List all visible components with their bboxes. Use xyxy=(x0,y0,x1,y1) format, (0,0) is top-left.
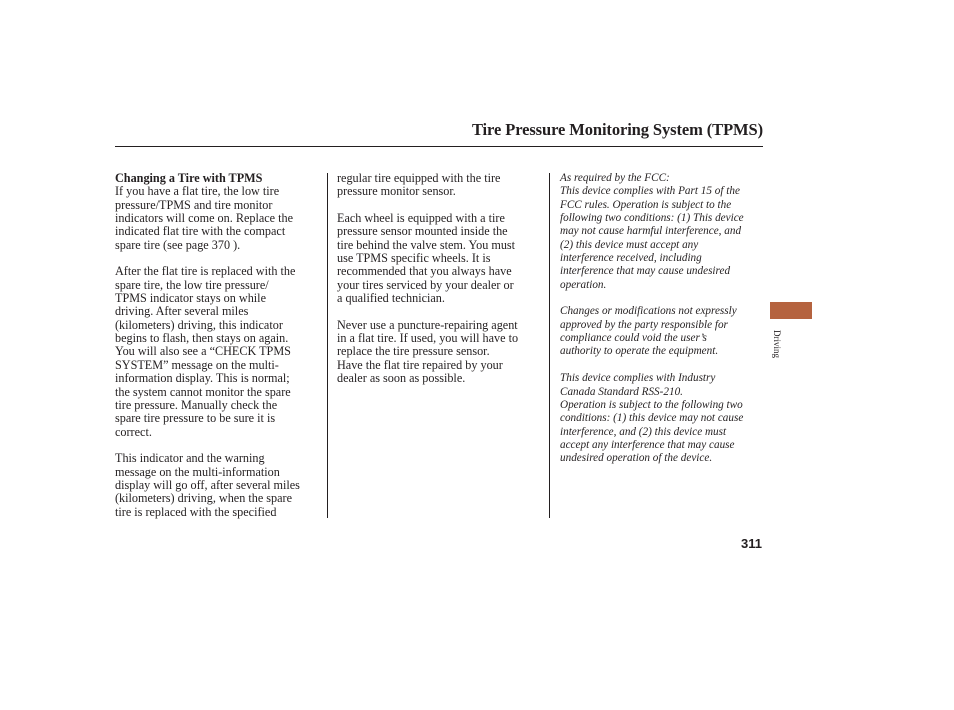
column-3-fcc-notice xyxy=(560,172,765,479)
column-divider xyxy=(327,173,328,518)
text-line: (kilometers) driving, this indicator xyxy=(115,317,283,332)
paragraph xyxy=(337,172,545,199)
column-divider xyxy=(549,173,550,518)
page-title: Tire Pressure Monitoring System (TPMS) xyxy=(471,120,763,139)
text-line: approved by the party responsible for xyxy=(560,318,728,331)
text-line: your tires serviced by your dealer or xyxy=(337,277,514,292)
paragraph xyxy=(337,212,545,305)
paragraph xyxy=(337,319,545,386)
text-line: tire is replaced with the specified xyxy=(115,504,277,519)
text-line: begins to flash, then stays on again. xyxy=(115,331,289,346)
text-line: spare tire pressure to be sure it is xyxy=(115,411,276,426)
text-line: You will also see a “CHECK TPMS xyxy=(115,344,291,359)
text-line: in a flat tire. If used, you will have to xyxy=(337,331,519,346)
text-line: message on the multi-information xyxy=(115,464,280,479)
column-1 xyxy=(115,172,323,532)
section-tab xyxy=(770,302,812,319)
text-line: Never use a puncture-repairing agent xyxy=(337,317,518,332)
text-line: Canada Standard RSS-210. xyxy=(560,385,683,398)
text-line: correct. xyxy=(115,424,152,439)
text-line: Have the flat tire repaired by your xyxy=(337,357,503,372)
text-line: Changes or modifications not expressly xyxy=(560,305,737,318)
text-line: spare tire, the low tire pressure/ xyxy=(115,277,269,292)
text-line: (kilometers) driving, when the spare xyxy=(115,491,293,506)
text-line: pressure sensor mounted inside the xyxy=(337,224,508,239)
text-line: This device complies with Part 15 of the xyxy=(560,185,740,198)
text-line: interference that may cause undesired xyxy=(560,265,731,278)
text-line: indicators will come on. Replace the xyxy=(115,211,294,226)
text-line: pressure monitor sensor. xyxy=(337,184,456,199)
text-line: After the flat tire is replaced with the xyxy=(115,264,296,279)
text-line: tire pressure. Manually check the xyxy=(115,397,278,412)
section-heading: Changing a Tire with TPMS xyxy=(115,171,263,185)
text-line: indicated flat tire with the compact xyxy=(115,224,286,239)
text-line: pressure/TPMS and tire monitor xyxy=(115,197,273,212)
text-line: FCC rules. Operation is subject to the xyxy=(560,198,732,211)
text-line: driving. After several miles xyxy=(115,304,249,319)
column-2 xyxy=(337,172,545,399)
text-line: Operation is subject to the following two xyxy=(560,398,743,411)
text-line: (2) this device must accept any xyxy=(560,238,699,251)
paragraph xyxy=(115,185,323,252)
text-line: regular tire equipped with the tire xyxy=(337,171,501,185)
text-line: TPMS indicator stays on while xyxy=(115,291,266,306)
text-line: replace the tire pressure sensor. xyxy=(337,344,490,359)
text-line: This indicator and the warning xyxy=(115,451,265,466)
text-line: interference, and (2) this device must xyxy=(560,425,727,438)
text-line: authority to operate the equipment. xyxy=(560,345,719,358)
text-line: If you have a flat tire, the low tire xyxy=(115,184,280,199)
paragraph xyxy=(560,372,765,465)
text-line: As required by the FCC: xyxy=(560,172,670,184)
page-number: 311 xyxy=(741,536,762,551)
text-line: may not cause harmful interference, and xyxy=(560,225,742,238)
section-label: Driving xyxy=(772,330,782,358)
text-line: a qualified technician. xyxy=(337,291,445,306)
text-line: undesired operation of the device. xyxy=(560,452,713,465)
text-line: conditions: (1) this device may not cause xyxy=(560,412,744,425)
text-line: the system cannot monitor the spare xyxy=(115,384,291,399)
text-line: spare tire (see page 370 ). xyxy=(115,237,241,252)
text-line: compliance could void the user’s xyxy=(560,332,707,345)
text-line: interference received, including xyxy=(560,252,702,265)
text-line: recommended that you always have xyxy=(337,264,512,279)
text-line: SYSTEM” message on the multi- xyxy=(115,357,279,372)
text-line: dealer as soon as possible. xyxy=(337,371,466,386)
text-line: use TPMS specific wheels. It is xyxy=(337,251,491,266)
text-line: accept any interference that may cause xyxy=(560,438,735,451)
text-line: following two conditions: (1) This device xyxy=(560,212,744,225)
paragraph xyxy=(560,305,765,358)
text-line: information display. This is normal; xyxy=(115,371,290,386)
paragraph xyxy=(115,265,323,438)
text-line: tire behind the valve stem. You must xyxy=(337,237,516,252)
title-rule xyxy=(115,146,763,147)
paragraph xyxy=(560,172,765,292)
paragraph xyxy=(115,452,323,519)
text-line: This device complies with Industry xyxy=(560,372,716,385)
text-line: operation. xyxy=(560,278,607,291)
text-line: Each wheel is equipped with a tire xyxy=(337,211,505,226)
text-line: display will go off, after several miles xyxy=(115,477,300,492)
